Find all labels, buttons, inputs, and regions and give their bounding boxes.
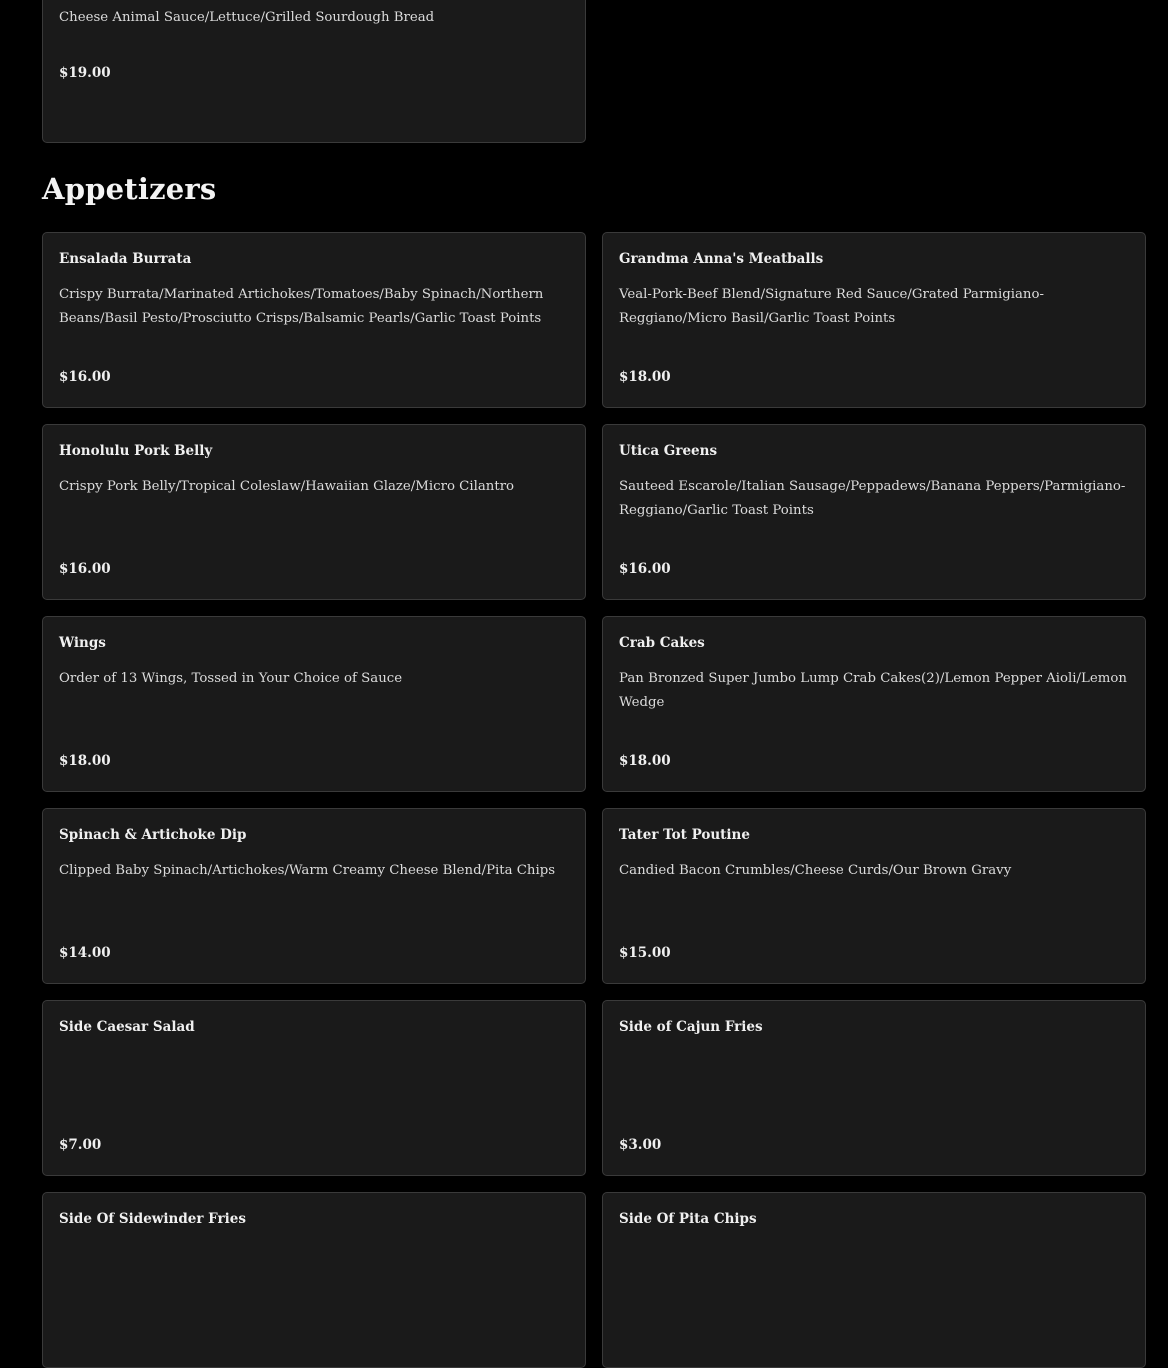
- menu-item-description: Order of 13 Wings, Tossed in Your Choice of Sauce: [59, 671, 403, 686]
- menu-item-card[interactable]: [42, 616, 586, 792]
- menu-item-price: $3.00: [619, 1137, 662, 1153]
- section-title-appetizers: Appetizers: [42, 172, 217, 206]
- menu-item-description: Pan Bronzed Super Jumbo Lump Crab Cakes(2)/Lemon Pepper Aioli/Lemon Wedge: [619, 671, 1127, 710]
- menu-item-price: $15.00: [619, 945, 671, 961]
- menu-item-card[interactable]: [42, 1192, 586, 1368]
- menu-item-price: $16.00: [59, 561, 111, 577]
- menu-item-card[interactable]: [42, 424, 586, 600]
- menu-item-description: Crispy Burrata/Marinated Artichokes/Tomatoes/Baby Spinach/Northern Beans/Basil Pesto/Prosciutto Crisps/Balsamic Pearls/Garlic Toast Points: [59, 287, 544, 326]
- menu-item-price: $7.00: [59, 1137, 102, 1153]
- menu-item-card[interactable]: [602, 1192, 1146, 1368]
- menu-item-name: Utica Greens: [619, 443, 718, 459]
- menu-item-name: Spinach & Artichoke Dip: [59, 827, 247, 843]
- menu-item-price: $18.00: [619, 753, 671, 769]
- menu-item-description: Crispy Pork Belly/Tropical Coleslaw/Hawaiian Glaze/Micro Cilantro: [59, 479, 515, 494]
- menu-item-name: Side Of Pita Chips: [619, 1211, 757, 1227]
- menu-item-card[interactable]: [602, 424, 1146, 600]
- menu-item-price: $14.00: [59, 945, 111, 961]
- menu-item-card[interactable]: [42, 808, 586, 984]
- menu-item-price: $19.00: [59, 65, 111, 81]
- menu-item-name: Grandma Anna's Meatballs: [619, 251, 824, 267]
- menu-item-name: Side Of Sidewinder Fries: [59, 1211, 246, 1227]
- menu-item-card[interactable]: [602, 616, 1146, 792]
- menu-item-name: Side of Cajun Fries: [619, 1019, 763, 1035]
- menu-item-price: $16.00: [59, 369, 111, 385]
- menu-item-card[interactable]: [42, 232, 586, 408]
- menu-item-price: $18.00: [59, 753, 111, 769]
- menu-item-card[interactable]: [42, 0, 586, 143]
- menu-item-description: Cheese Animal Sauce/Lettuce/Grilled Sourdough Bread: [59, 10, 435, 25]
- menu-item-description: Veal-Pork-Beef Blend/Signature Red Sauce/Grated Parmigiano-Reggiano/Micro Basil/Garlic Toast Points: [619, 287, 1044, 326]
- menu-item-name: Tater Tot Poutine: [619, 827, 750, 843]
- menu-item-description: Candied Bacon Crumbles/Cheese Curds/Our Brown Gravy: [619, 863, 1012, 878]
- menu-item-card[interactable]: [602, 1000, 1146, 1176]
- menu-item-card[interactable]: [602, 808, 1146, 984]
- menu-item-description: Clipped Baby Spinach/Artichokes/Warm Creamy Cheese Blend/Pita Chips: [59, 863, 556, 878]
- menu-item-name: Honolulu Pork Belly: [59, 443, 213, 459]
- menu-item-name: Crab Cakes: [619, 635, 705, 651]
- menu-item-card[interactable]: [602, 232, 1146, 408]
- menu-item-description: Sauteed Escarole/Italian Sausage/Peppadews/Banana Peppers/Parmigiano-Reggiano/Garlic Toast Points: [619, 479, 1126, 518]
- menu-item-name: Wings: [59, 635, 106, 651]
- menu-item-name: Side Caesar Salad: [59, 1019, 195, 1035]
- menu-item-price: $16.00: [619, 561, 671, 577]
- menu-item-name: Ensalada Burrata: [59, 251, 192, 267]
- menu-item-card[interactable]: [42, 1000, 586, 1176]
- menu-item-price: $18.00: [619, 369, 671, 385]
